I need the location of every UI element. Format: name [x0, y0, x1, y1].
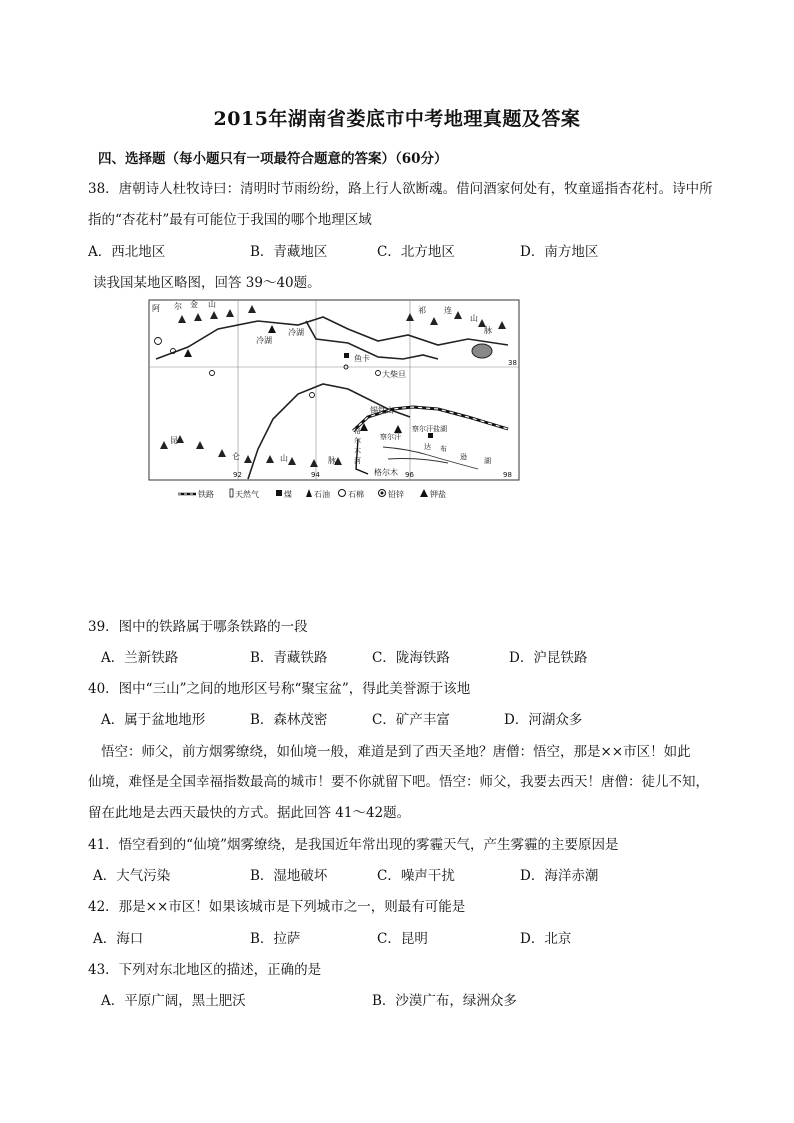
q40-option-a[interactable]: A．属于盆地地形	[101, 712, 206, 728]
river-label-2: 尔	[354, 437, 361, 445]
q38-option-b[interactable]: B．青藏地区	[250, 244, 328, 260]
passage-line3: 留在此地是去西天最快的方式。据此回答 41～42题。	[88, 805, 411, 821]
legend-leadzinc: 铅锌	[388, 490, 404, 499]
q41-stem: 41．悟空看到的“仙境”烟雾缭绕，是我国近年常出现的雾霾天气，产生雾霾的主要原因是	[88, 837, 619, 853]
tick-98: 98	[503, 471, 512, 479]
mtn-qilian-3: 山	[470, 314, 478, 323]
q42-option-b[interactable]: B．拉萨	[250, 931, 301, 947]
mtn-kunlun-2: 仑	[232, 452, 240, 461]
other-label-2: 布	[440, 445, 447, 453]
mtn-aerjin-1: 阿	[152, 304, 160, 313]
q40-option-b[interactable]: B．森林茂密	[250, 712, 328, 728]
mtn-qilian-2: 连	[444, 306, 452, 315]
q41-option-d[interactable]: D．海洋赤潮	[520, 868, 599, 884]
other-label-3: 逊	[460, 453, 467, 461]
river-label-4: 河	[354, 457, 361, 465]
q38-option-d[interactable]: D．南方地区	[520, 244, 599, 260]
q40-stem: 40．图中“三山”之间的地形区号称“聚宝盆”，得此美誉源于该地	[88, 681, 471, 697]
legend-gas: 天然气	[235, 490, 259, 499]
q40-option-c[interactable]: C．矿产丰富	[372, 712, 450, 728]
mtn-aerjin-3: 金	[190, 300, 198, 309]
mtn-qilian-1: 祁	[418, 306, 426, 315]
map-intro: 读我国某地区略图，回答 39～40题。	[93, 275, 321, 291]
other-label-1: 达	[424, 443, 431, 451]
q40-option-d[interactable]: D．河湖众多	[504, 712, 583, 728]
q42-option-a[interactable]: A．海口	[93, 931, 144, 947]
passage-line2: 仙境，难怪是全国幸福指数最高的城市！要不你就留下吧。悟空：师父，我要去西天！唐僧：徒儿不知，	[88, 774, 709, 790]
label-xitieshan: 锡铁山	[370, 406, 394, 415]
label-geermu: 格尔木	[374, 468, 398, 477]
passage-line1: 悟空：师父，前方烟雾缭绕，如仙境一般，难道是到了西天圣地？唐僧：悟空，那是××市区！如此	[101, 744, 691, 760]
q42-stem: 42．那是××市区！如果该城市是下列城市之一，则最有可能是	[88, 899, 466, 915]
lake-shape	[472, 344, 492, 358]
tick-38: 38	[508, 359, 517, 367]
legend-asbestos: 石棉	[348, 490, 364, 499]
q43-option-a[interactable]: A．平原广阔，黑土肥沃	[101, 993, 246, 1009]
q38-option-c[interactable]: C．北方地区	[377, 244, 455, 260]
q39-option-c[interactable]: C．陇海铁路	[372, 650, 450, 666]
q39-option-a[interactable]: A．兰新铁路	[101, 650, 179, 666]
mtn-qilian-4: 脉	[484, 326, 492, 335]
tick-96: 96	[405, 471, 414, 479]
q42-option-c[interactable]: C．昆明	[377, 931, 428, 947]
page-title: 2015年湖南省娄底市中考地理真题及答案	[213, 108, 581, 130]
q38-stem-line1: 38．唐朝诗人杜牧诗曰：清明时节雨纷纷，路上行人欲断魂。借问酒家何处有，牧童遥指杏花村。诗中所	[88, 181, 713, 197]
region-map	[148, 299, 520, 507]
q41-option-b[interactable]: B．湿地破坏	[250, 868, 328, 884]
mtn-aerjin-2: 尔	[174, 302, 182, 311]
other-label-4: 湖	[484, 457, 491, 465]
legend-oil: 石油	[314, 490, 330, 499]
q43-stem: 43．下列对东北地区的描述，正确的是	[88, 962, 322, 978]
q39-stem: 39．图中的铁路属于哪条铁路的一段	[88, 619, 308, 635]
label-dachaidan: 大柴旦	[382, 370, 406, 379]
label-yuka: 鱼卡	[354, 354, 370, 363]
mtn-aerjin-4: 山	[208, 300, 216, 309]
mtn-kunlun-1: 昆	[170, 436, 178, 445]
q41-option-a[interactable]: A．大气污染	[93, 868, 171, 884]
label-chaerhan: 察尔汗盐湖	[412, 425, 447, 433]
river-label-1: 格	[354, 427, 361, 435]
tick-92: 92	[233, 471, 242, 479]
label-chaerhan-short: 察尔汗	[380, 433, 401, 441]
map-legend	[178, 489, 446, 499]
q39-option-b[interactable]: B．青藏铁路	[250, 650, 328, 666]
q41-option-c[interactable]: C．噪声干扰	[377, 868, 455, 884]
legend-railway: 铁路	[198, 490, 214, 499]
q42-option-d[interactable]: D．北京	[520, 931, 572, 947]
legend-potash: 钾盐	[430, 490, 446, 499]
mtn-kunlun-4: 脉	[328, 456, 336, 465]
q39-option-d[interactable]: D．沪昆铁路	[509, 650, 588, 666]
label-lengmu-2: 冷湖	[288, 328, 304, 337]
legend-coal: 煤	[284, 490, 292, 499]
mtn-kunlun-3: 山	[280, 454, 288, 463]
q38-option-a[interactable]: A．西北地区	[88, 244, 166, 260]
section-heading: 四、选择题（每小题只有一项最符合题意的答案）（60分）	[98, 151, 448, 167]
q38-stem-line2: 指的“杏花村”最有可能位于我国的哪个地理区域	[88, 212, 372, 228]
q43-option-b[interactable]: B．沙漠广布，绿洲众多	[372, 993, 517, 1009]
river-label-3: 木	[354, 447, 361, 455]
tick-94: 94	[311, 471, 320, 479]
label-lengmu: 冷湖	[256, 336, 272, 345]
